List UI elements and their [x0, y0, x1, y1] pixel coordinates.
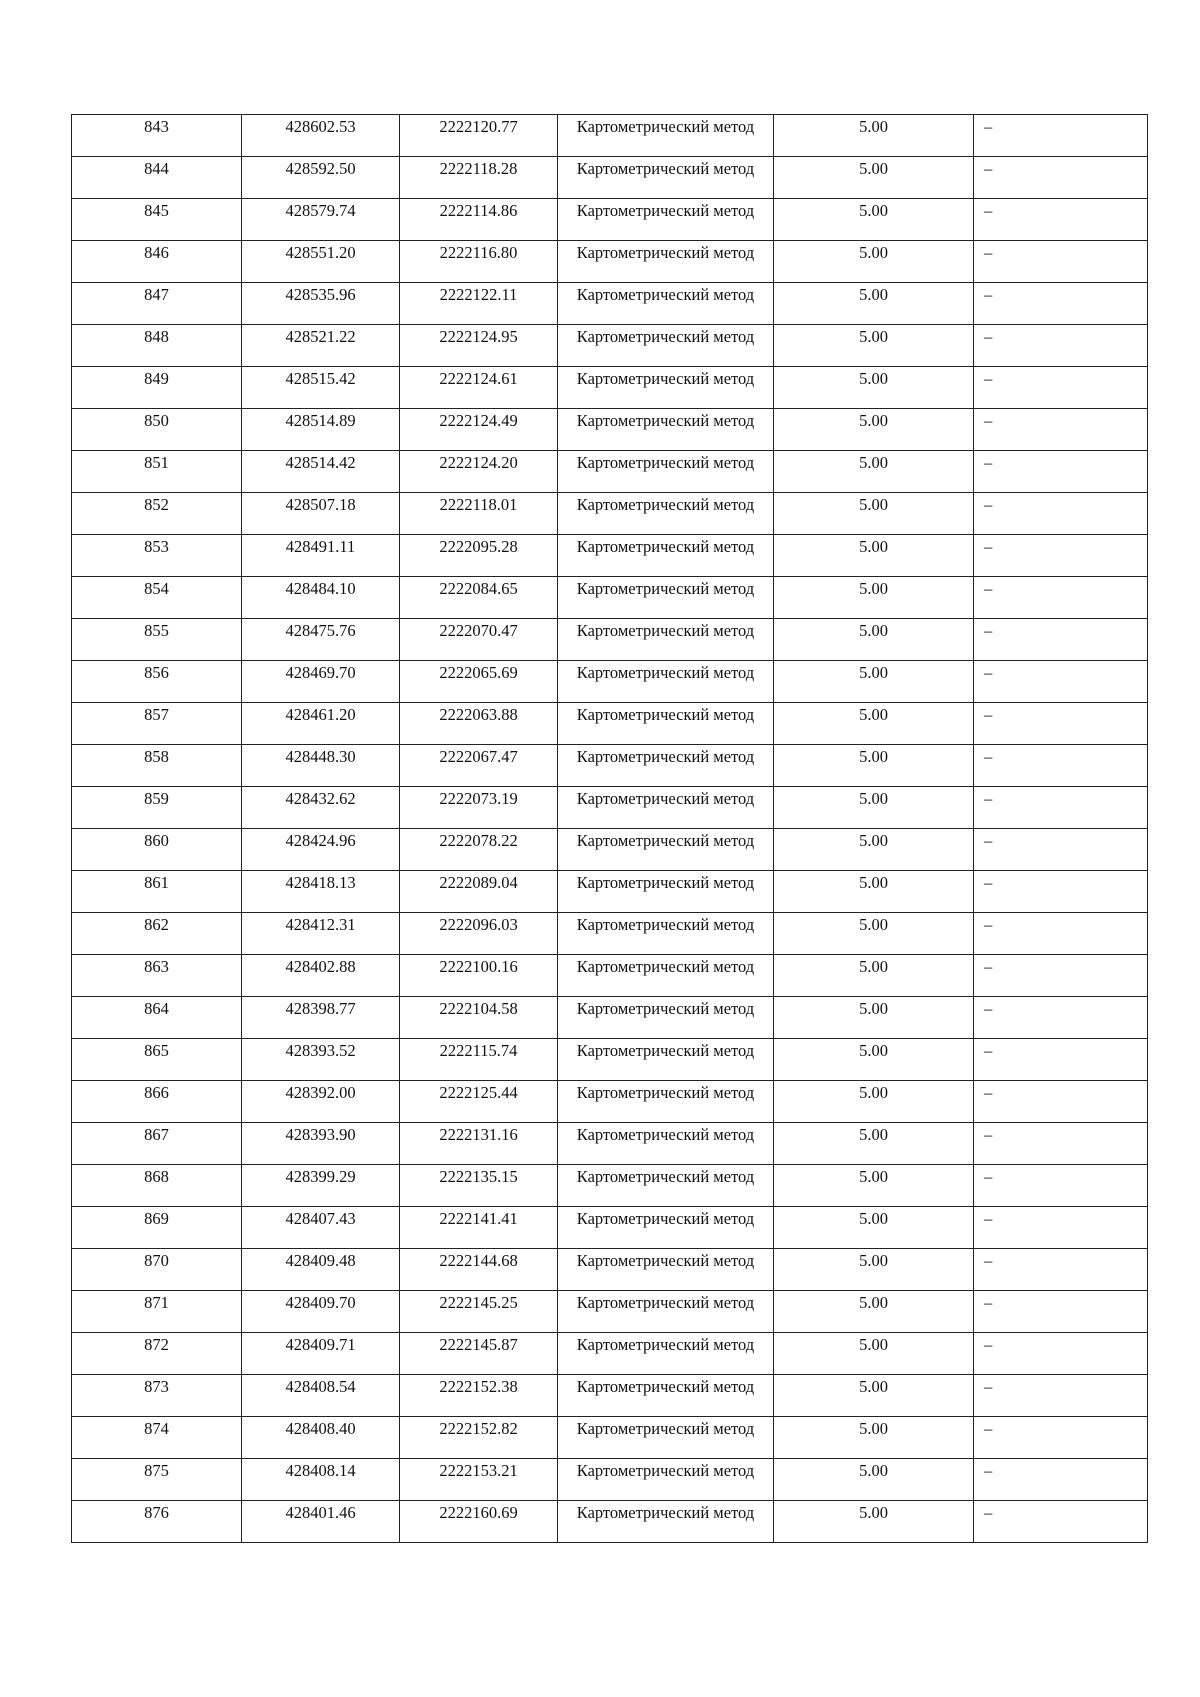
note-cell: –	[974, 787, 1148, 829]
accuracy-cell: 5.00	[774, 955, 974, 997]
x-coordinate-cell: 428551.20	[242, 241, 400, 283]
x-coordinate-cell: 428392.00	[242, 1081, 400, 1123]
point-number-cell: 850	[72, 409, 242, 451]
method-cell: Картометрический метод	[558, 787, 774, 829]
note-cell: –	[974, 1249, 1148, 1291]
accuracy-cell: 5.00	[774, 1501, 974, 1543]
accuracy-cell: 5.00	[774, 1207, 974, 1249]
method-cell: Картометрический метод	[558, 619, 774, 661]
table-row	[72, 1039, 1148, 1081]
method-cell: Картометрический метод	[558, 115, 774, 157]
accuracy-cell: 5.00	[774, 619, 974, 661]
y-coordinate-cell: 2222124.61	[400, 367, 558, 409]
point-number-cell: 865	[72, 1039, 242, 1081]
table-row	[72, 283, 1148, 325]
y-coordinate-cell: 2222115.74	[400, 1039, 558, 1081]
accuracy-cell: 5.00	[774, 745, 974, 787]
y-coordinate-cell: 2222116.80	[400, 241, 558, 283]
y-coordinate-cell: 2222122.11	[400, 283, 558, 325]
table-row	[72, 1207, 1148, 1249]
accuracy-cell: 5.00	[774, 241, 974, 283]
x-coordinate-cell: 428469.70	[242, 661, 400, 703]
accuracy-cell: 5.00	[774, 703, 974, 745]
table-row	[72, 241, 1148, 283]
table-row	[72, 871, 1148, 913]
accuracy-cell: 5.00	[774, 913, 974, 955]
x-coordinate-cell: 428592.50	[242, 157, 400, 199]
method-cell: Картометрический метод	[558, 1291, 774, 1333]
point-number-cell: 857	[72, 703, 242, 745]
note-cell: –	[974, 367, 1148, 409]
x-coordinate-cell: 428412.31	[242, 913, 400, 955]
table-row	[72, 1291, 1148, 1333]
x-coordinate-cell: 428507.18	[242, 493, 400, 535]
x-coordinate-cell: 428602.53	[242, 115, 400, 157]
point-number-cell: 864	[72, 997, 242, 1039]
method-cell: Картометрический метод	[558, 1165, 774, 1207]
note-cell: –	[974, 115, 1148, 157]
x-coordinate-cell: 428407.43	[242, 1207, 400, 1249]
y-coordinate-cell: 2222078.22	[400, 829, 558, 871]
method-cell: Картометрический метод	[558, 367, 774, 409]
note-cell: –	[974, 1501, 1148, 1543]
method-cell: Картометрический метод	[558, 157, 774, 199]
x-coordinate-cell: 428491.11	[242, 535, 400, 577]
note-cell: –	[974, 1207, 1148, 1249]
x-coordinate-cell: 428579.74	[242, 199, 400, 241]
x-coordinate-cell: 428514.42	[242, 451, 400, 493]
note-cell: –	[974, 1039, 1148, 1081]
accuracy-cell: 5.00	[774, 577, 974, 619]
point-number-cell: 853	[72, 535, 242, 577]
method-cell: Картометрический метод	[558, 493, 774, 535]
accuracy-cell: 5.00	[774, 1165, 974, 1207]
y-coordinate-cell: 2222065.69	[400, 661, 558, 703]
note-cell: –	[974, 1081, 1148, 1123]
point-number-cell: 855	[72, 619, 242, 661]
x-coordinate-cell: 428448.30	[242, 745, 400, 787]
table-row	[72, 661, 1148, 703]
point-number-cell: 863	[72, 955, 242, 997]
x-coordinate-cell: 428408.40	[242, 1417, 400, 1459]
table-body	[72, 115, 1148, 1543]
y-coordinate-cell: 2222063.88	[400, 703, 558, 745]
note-cell: –	[974, 241, 1148, 283]
x-coordinate-cell: 428401.46	[242, 1501, 400, 1543]
note-cell: –	[974, 745, 1148, 787]
point-number-cell: 844	[72, 157, 242, 199]
table-row	[72, 997, 1148, 1039]
point-number-cell: 854	[72, 577, 242, 619]
note-cell: –	[974, 913, 1148, 955]
accuracy-cell: 5.00	[774, 325, 974, 367]
method-cell: Картометрический метод	[558, 1123, 774, 1165]
table-row	[72, 703, 1148, 745]
method-cell: Картометрический метод	[558, 325, 774, 367]
point-number-cell: 875	[72, 1459, 242, 1501]
point-number-cell: 860	[72, 829, 242, 871]
method-cell: Картометрический метод	[558, 577, 774, 619]
accuracy-cell: 5.00	[774, 871, 974, 913]
point-number-cell: 847	[72, 283, 242, 325]
accuracy-cell: 5.00	[774, 1123, 974, 1165]
method-cell: Картометрический метод	[558, 1081, 774, 1123]
method-cell: Картометрический метод	[558, 241, 774, 283]
point-number-cell: 861	[72, 871, 242, 913]
note-cell: –	[974, 451, 1148, 493]
y-coordinate-cell: 2222145.87	[400, 1333, 558, 1375]
y-coordinate-cell: 2222145.25	[400, 1291, 558, 1333]
accuracy-cell: 5.00	[774, 1375, 974, 1417]
table-row	[72, 955, 1148, 997]
y-coordinate-cell: 2222084.65	[400, 577, 558, 619]
table-row	[72, 619, 1148, 661]
accuracy-cell: 5.00	[774, 451, 974, 493]
method-cell: Картометрический метод	[558, 1039, 774, 1081]
table-row	[72, 787, 1148, 829]
accuracy-cell: 5.00	[774, 787, 974, 829]
accuracy-cell: 5.00	[774, 115, 974, 157]
note-cell: –	[974, 535, 1148, 577]
y-coordinate-cell: 2222124.20	[400, 451, 558, 493]
accuracy-cell: 5.00	[774, 367, 974, 409]
note-cell: –	[974, 997, 1148, 1039]
method-cell: Картометрический метод	[558, 1207, 774, 1249]
point-number-cell: 873	[72, 1375, 242, 1417]
accuracy-cell: 5.00	[774, 535, 974, 577]
y-coordinate-cell: 2222120.77	[400, 115, 558, 157]
point-number-cell: 867	[72, 1123, 242, 1165]
accuracy-cell: 5.00	[774, 1039, 974, 1081]
method-cell: Картометрический метод	[558, 661, 774, 703]
y-coordinate-cell: 2222152.82	[400, 1417, 558, 1459]
x-coordinate-cell: 428399.29	[242, 1165, 400, 1207]
method-cell: Картометрический метод	[558, 829, 774, 871]
accuracy-cell: 5.00	[774, 199, 974, 241]
table-row	[72, 829, 1148, 871]
x-coordinate-cell: 428432.62	[242, 787, 400, 829]
x-coordinate-cell: 428402.88	[242, 955, 400, 997]
y-coordinate-cell: 2222118.01	[400, 493, 558, 535]
accuracy-cell: 5.00	[774, 1333, 974, 1375]
note-cell: –	[974, 1291, 1148, 1333]
note-cell: –	[974, 1417, 1148, 1459]
note-cell: –	[974, 157, 1148, 199]
accuracy-cell: 5.00	[774, 1291, 974, 1333]
method-cell: Картометрический метод	[558, 955, 774, 997]
table-row	[72, 535, 1148, 577]
accuracy-cell: 5.00	[774, 1459, 974, 1501]
x-coordinate-cell: 428521.22	[242, 325, 400, 367]
y-coordinate-cell: 2222089.04	[400, 871, 558, 913]
point-number-cell: 851	[72, 451, 242, 493]
point-number-cell: 859	[72, 787, 242, 829]
y-coordinate-cell: 2222124.95	[400, 325, 558, 367]
method-cell: Картометрический метод	[558, 1333, 774, 1375]
point-number-cell: 872	[72, 1333, 242, 1375]
accuracy-cell: 5.00	[774, 661, 974, 703]
method-cell: Картометрический метод	[558, 199, 774, 241]
y-coordinate-cell: 2222104.58	[400, 997, 558, 1039]
x-coordinate-cell: 428393.90	[242, 1123, 400, 1165]
note-cell: –	[974, 1165, 1148, 1207]
accuracy-cell: 5.00	[774, 829, 974, 871]
x-coordinate-cell: 428409.70	[242, 1291, 400, 1333]
point-number-cell: 852	[72, 493, 242, 535]
method-cell: Картометрический метод	[558, 409, 774, 451]
method-cell: Картометрический метод	[558, 745, 774, 787]
x-coordinate-cell: 428514.89	[242, 409, 400, 451]
y-coordinate-cell: 2222070.47	[400, 619, 558, 661]
x-coordinate-cell: 428409.48	[242, 1249, 400, 1291]
table-row	[72, 1501, 1148, 1543]
y-coordinate-cell: 2222141.41	[400, 1207, 558, 1249]
x-coordinate-cell: 428484.10	[242, 577, 400, 619]
x-coordinate-cell: 428409.71	[242, 1333, 400, 1375]
x-coordinate-cell: 428461.20	[242, 703, 400, 745]
point-number-cell: 876	[72, 1501, 242, 1543]
table-row	[72, 1123, 1148, 1165]
point-number-cell: 846	[72, 241, 242, 283]
point-number-cell: 862	[72, 913, 242, 955]
y-coordinate-cell: 2222100.16	[400, 955, 558, 997]
table-row	[72, 1459, 1148, 1501]
x-coordinate-cell: 428408.14	[242, 1459, 400, 1501]
note-cell: –	[974, 1123, 1148, 1165]
point-number-cell: 843	[72, 115, 242, 157]
point-number-cell: 856	[72, 661, 242, 703]
point-number-cell: 845	[72, 199, 242, 241]
note-cell: –	[974, 409, 1148, 451]
note-cell: –	[974, 199, 1148, 241]
table-row	[72, 409, 1148, 451]
y-coordinate-cell: 2222125.44	[400, 1081, 558, 1123]
table-row	[72, 325, 1148, 367]
table-row	[72, 1417, 1148, 1459]
table-row	[72, 1375, 1148, 1417]
y-coordinate-cell: 2222135.15	[400, 1165, 558, 1207]
method-cell: Картометрический метод	[558, 1417, 774, 1459]
point-number-cell: 874	[72, 1417, 242, 1459]
x-coordinate-cell: 428515.42	[242, 367, 400, 409]
x-coordinate-cell: 428398.77	[242, 997, 400, 1039]
table-row	[72, 1249, 1148, 1291]
method-cell: Картометрический метод	[558, 451, 774, 493]
table-row	[72, 115, 1148, 157]
point-number-cell: 868	[72, 1165, 242, 1207]
y-coordinate-cell: 2222152.38	[400, 1375, 558, 1417]
method-cell: Картометрический метод	[558, 1459, 774, 1501]
method-cell: Картометрический метод	[558, 1501, 774, 1543]
y-coordinate-cell: 2222096.03	[400, 913, 558, 955]
note-cell: –	[974, 577, 1148, 619]
note-cell: –	[974, 619, 1148, 661]
accuracy-cell: 5.00	[774, 1249, 974, 1291]
y-coordinate-cell: 2222160.69	[400, 1501, 558, 1543]
note-cell: –	[974, 1375, 1148, 1417]
x-coordinate-cell: 428424.96	[242, 829, 400, 871]
point-number-cell: 871	[72, 1291, 242, 1333]
x-coordinate-cell: 428535.96	[242, 283, 400, 325]
point-number-cell: 869	[72, 1207, 242, 1249]
y-coordinate-cell: 2222073.19	[400, 787, 558, 829]
y-coordinate-cell: 2222144.68	[400, 1249, 558, 1291]
note-cell: –	[974, 703, 1148, 745]
accuracy-cell: 5.00	[774, 493, 974, 535]
y-coordinate-cell: 2222095.28	[400, 535, 558, 577]
table-row	[72, 199, 1148, 241]
note-cell: –	[974, 1459, 1148, 1501]
y-coordinate-cell: 2222118.28	[400, 157, 558, 199]
method-cell: Картометрический метод	[558, 535, 774, 577]
point-number-cell: 870	[72, 1249, 242, 1291]
accuracy-cell: 5.00	[774, 1417, 974, 1459]
x-coordinate-cell: 428408.54	[242, 1375, 400, 1417]
y-coordinate-cell: 2222114.86	[400, 199, 558, 241]
note-cell: –	[974, 955, 1148, 997]
accuracy-cell: 5.00	[774, 997, 974, 1039]
note-cell: –	[974, 871, 1148, 913]
method-cell: Картометрический метод	[558, 283, 774, 325]
table-row	[72, 157, 1148, 199]
table-row	[72, 1333, 1148, 1375]
note-cell: –	[974, 493, 1148, 535]
point-number-cell: 858	[72, 745, 242, 787]
note-cell: –	[974, 1333, 1148, 1375]
accuracy-cell: 5.00	[774, 283, 974, 325]
method-cell: Картометрический метод	[558, 913, 774, 955]
note-cell: –	[974, 661, 1148, 703]
coordinates-table	[71, 114, 1148, 1543]
table-row	[72, 367, 1148, 409]
method-cell: Картометрический метод	[558, 1249, 774, 1291]
table-row	[72, 745, 1148, 787]
y-coordinate-cell: 2222131.16	[400, 1123, 558, 1165]
table-row	[72, 493, 1148, 535]
table-row	[72, 1165, 1148, 1207]
note-cell: –	[974, 829, 1148, 871]
note-cell: –	[974, 325, 1148, 367]
y-coordinate-cell: 2222067.47	[400, 745, 558, 787]
table-row	[72, 913, 1148, 955]
accuracy-cell: 5.00	[774, 409, 974, 451]
table-row	[72, 577, 1148, 619]
table-row	[72, 1081, 1148, 1123]
accuracy-cell: 5.00	[774, 1081, 974, 1123]
x-coordinate-cell: 428393.52	[242, 1039, 400, 1081]
y-coordinate-cell: 2222124.49	[400, 409, 558, 451]
point-number-cell: 848	[72, 325, 242, 367]
point-number-cell: 849	[72, 367, 242, 409]
x-coordinate-cell: 428418.13	[242, 871, 400, 913]
y-coordinate-cell: 2222153.21	[400, 1459, 558, 1501]
note-cell: –	[974, 283, 1148, 325]
accuracy-cell: 5.00	[774, 157, 974, 199]
point-number-cell: 866	[72, 1081, 242, 1123]
method-cell: Картометрический метод	[558, 1375, 774, 1417]
method-cell: Картометрический метод	[558, 703, 774, 745]
method-cell: Картометрический метод	[558, 871, 774, 913]
table-row	[72, 451, 1148, 493]
method-cell: Картометрический метод	[558, 997, 774, 1039]
x-coordinate-cell: 428475.76	[242, 619, 400, 661]
